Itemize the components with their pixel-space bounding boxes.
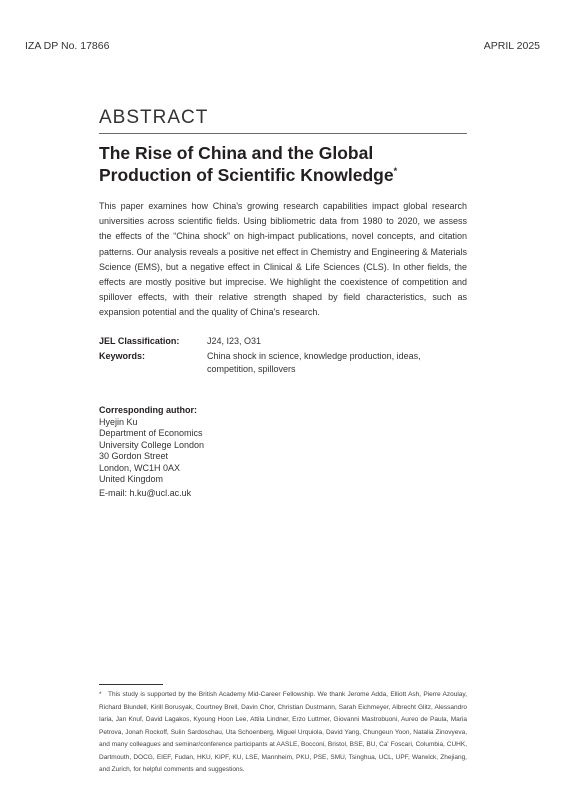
- author-department: Department of Economics: [99, 428, 203, 438]
- keywords-list: China shock in science, knowledge production, ideas, competition, spillovers: [207, 351, 421, 374]
- author-university: University College London: [99, 439, 205, 450]
- title-footnote-marker: *: [393, 166, 398, 177]
- author-email: E-mail: h.ku@ucl.ac.uk: [99, 487, 192, 498]
- author-city: London, WC1H 0AX: [99, 462, 181, 473]
- author-country: United Kingdom: [99, 474, 164, 484]
- publication-date: APRIL 2025: [483, 40, 540, 52]
- paper-title-line-2: Production of Scientific Knowledge: [99, 165, 394, 185]
- jel-label: JEL Classification:: [99, 336, 180, 346]
- author-name: Hyejin Ku: [99, 416, 138, 427]
- corresponding-author-label: Corresponding author:: [99, 405, 197, 415]
- paper-title: [99, 142, 469, 186]
- jel-codes: J24, I23, O31: [207, 336, 262, 346]
- heading-divider: [99, 133, 467, 134]
- keywords-label: Keywords:: [99, 351, 146, 361]
- acknowledgements-footnote: * This study is supported by the British Academy Mid-Career Fellowship. We thank Jerome Adda, Elliott Ash, Pierre Azoulay, Richard Blundell, Kirill Borusyak, Courtney Brell, Davin Chor, Christian Dustmann, Sarah Eichmeyer, Albrecht Glitz, Alessandro Iaria, Jan Knuf, David Lagakos, Kyoung Hoon Lee, Attila Lindner, Erzo Luttmer, Giovanni Mastrobuoni, Aureo de Paula, Maria Petrova, Jonah Rockoff, Sulin Sardoschau, Uta Schoenberg, Miguel Urquiola, David Yang, Chungeun Yoon, Natalia Zinovyeva, and many colleagues and seminar/conference participants at AASLE, Bocconi, Bristol, BSE, BU, Ca' Foscari, Columbia, CUHK, Dartmouth, DOCG, EIEF, Fudan, HKU, KIPF, KU, LSE, Mannheim, PKU, PSE, SMU, Tsinghua, UCL, UPF, Warwick, Zhejiang, and Zurich, for helpful comments and suggestions.: [99, 691, 467, 773]
- abstract-heading: ABSTRACT: [99, 107, 209, 128]
- paper-title-line-1: The Rise of China and the Global: [99, 143, 374, 163]
- footnote-divider: [99, 684, 163, 685]
- paper-series-number: IZA DP No. 17866: [25, 40, 110, 52]
- abstract-body: This paper examines how China's growing research capabilities impact global research universities across scientific fields. Using bibliometric data from 1980 to 2020, we assess the effects of the “China shock” on high-impact publications, novel concepts, and citation patterns. Our analysis reveals a positive net effect in Chemistry and Engineering & Materials Science (EMS), but a negative effect in Clinical & Life Sciences (CLS). In other fields, the effects are mostly positive but imprecise. We highlight the coexistence of competition and spillover effects, with their relative strength shaped by field characteristics, such as expansion potential and the quality of China's research.: [99, 201, 467, 318]
- corresponding-author-block: [99, 405, 204, 499]
- author-street: 30 Gordon Street: [99, 451, 169, 461]
